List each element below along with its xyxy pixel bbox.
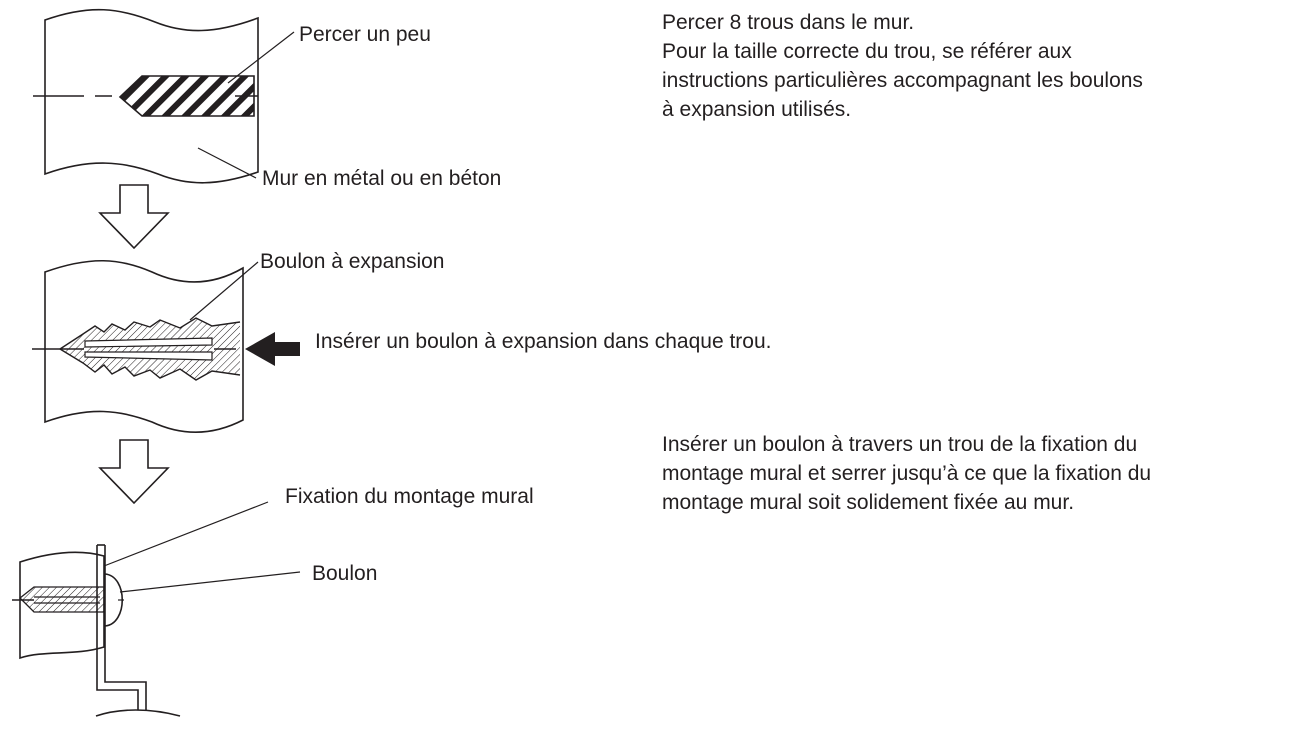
instruction-line: Pour la taille correcte du trou, se référer aux	[662, 40, 1072, 63]
down-arrow-icon	[100, 185, 168, 248]
instruction-line: montage mural et serrer jusqu’à ce que la fixation du	[662, 462, 1152, 485]
wall-mount-bracket	[96, 545, 180, 716]
callout-bolt-label: Boulon	[312, 562, 378, 585]
callout-wall-label: Mur en métal ou en béton	[262, 167, 502, 190]
callout-anchor-label: Boulon à expansion	[260, 250, 445, 273]
instruction-line: Percer 8 trous dans le mur.	[662, 11, 915, 34]
instruction-line: instructions particulières accompagnant les boulons	[662, 69, 1143, 92]
down-arrow-icon	[100, 440, 168, 503]
instruction-line: montage mural soit solidement fixée au mur.	[662, 491, 1075, 514]
callout-drill-label: Percer un peu	[299, 23, 431, 46]
instruction-step2: Insérer un boulon à expansion dans chaque trou.	[315, 330, 772, 353]
insert-arrow-icon	[245, 332, 300, 366]
instruction-line: Insérer un boulon à travers un trou de la fixation du	[662, 433, 1138, 456]
instruction-line: à expansion utilisés.	[662, 98, 852, 121]
instruction-step3	[662, 430, 1151, 517]
callout-bracket-label: Fixation du montage mural	[285, 485, 534, 508]
leader-lines-step3	[104, 502, 300, 592]
instruction-step1	[662, 8, 1143, 124]
